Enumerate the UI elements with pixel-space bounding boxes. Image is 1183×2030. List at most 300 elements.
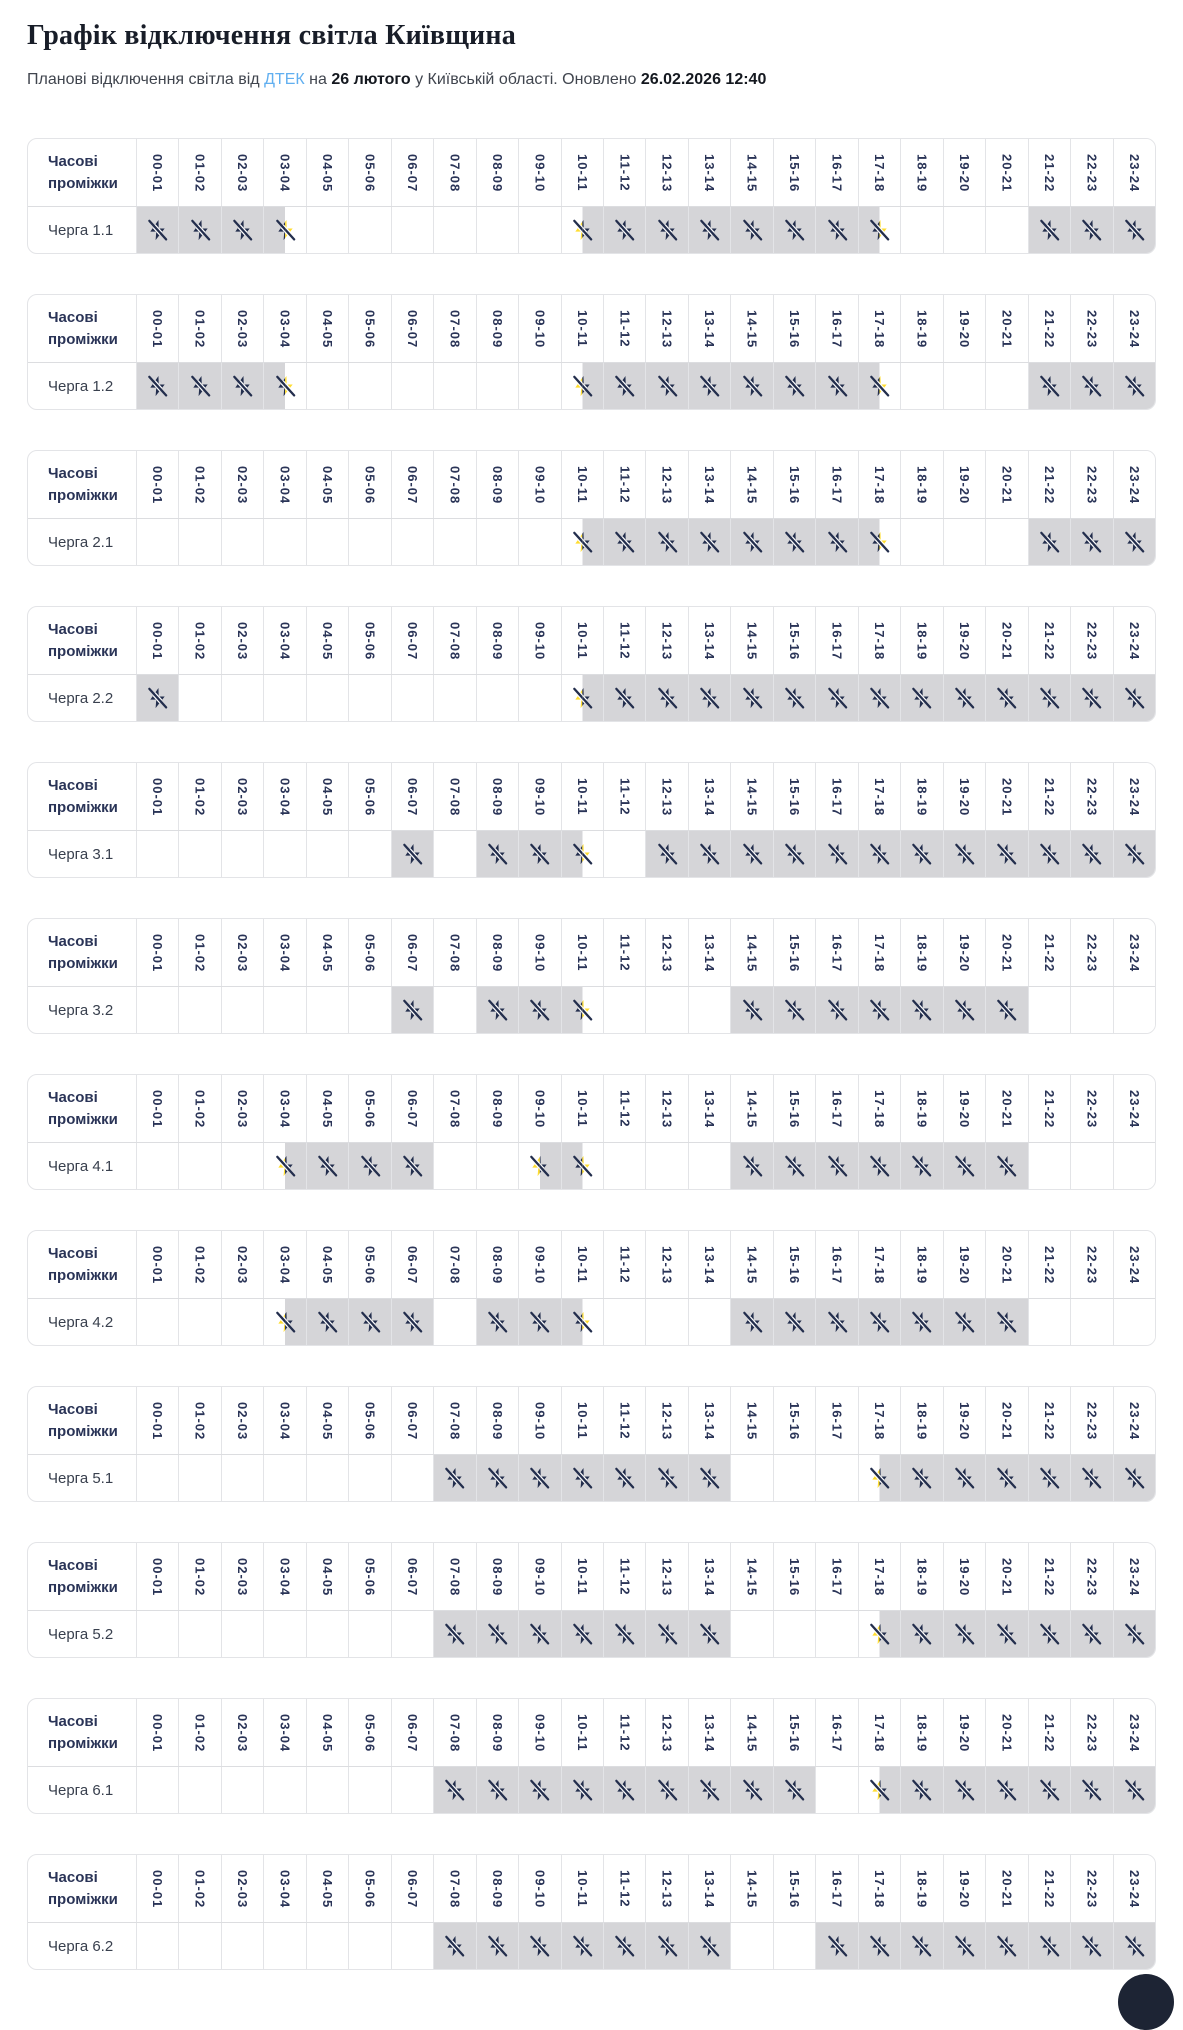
schedule-cell-power-off-full-hour — [1113, 831, 1155, 877]
time-slot-label: 23-24 — [1126, 1869, 1142, 1909]
time-slot-header — [943, 919, 985, 986]
time-slot-label: 11-12 — [617, 1090, 633, 1128]
queue-label: Черга 4.2 — [48, 1313, 114, 1331]
time-slot-header — [1070, 1231, 1112, 1298]
schedule-cell-power-on — [221, 1455, 263, 1501]
time-slot-label: 13-14 — [702, 153, 718, 193]
page-title: Графік відключення світла Київщина — [27, 20, 516, 51]
time-slot-label: 06-07 — [404, 1245, 420, 1285]
schedule-cell-power-on — [263, 831, 305, 877]
crossed-lightning-bolt-icon — [826, 1153, 849, 1179]
crossed-lightning-bolt-icon — [359, 1309, 382, 1335]
time-slot-label: 08-09 — [489, 1869, 505, 1909]
time-slot-label: 11-12 — [617, 310, 633, 348]
schedule-cell-power-off-full-hour — [1113, 1923, 1155, 1969]
crossed-lightning-bolt-icon — [783, 373, 806, 399]
time-slot-label: 10-11 — [574, 1090, 590, 1128]
queue-label: Черга 5.1 — [48, 1469, 114, 1487]
time-slot-header — [433, 1075, 475, 1142]
schedule-cell-power-off-until-half-hour — [561, 1143, 603, 1189]
time-slot-label: 09-10 — [532, 933, 548, 973]
time-slot-header — [263, 295, 305, 362]
crossed-lightning-bolt-icon — [613, 529, 636, 555]
crossed-lightning-bolt-icon — [401, 1153, 424, 1179]
time-slot-label: 08-09 — [489, 1245, 505, 1285]
schedule-cell-power-off-full-hour — [603, 1611, 645, 1657]
schedule-cell-power-on — [433, 987, 475, 1033]
time-slot-label: 12-13 — [659, 1869, 675, 1909]
time-slot-header — [858, 1699, 900, 1766]
time-slot-label: 03-04 — [277, 1089, 293, 1129]
schedule-cell-power-off-full-hour — [900, 675, 942, 721]
crossed-lightning-bolt-icon — [571, 1621, 594, 1647]
time-slot-label: 16-17 — [829, 1089, 845, 1129]
time-slot-label: 18-19 — [914, 777, 930, 817]
time-slot-label: 04-05 — [320, 1557, 336, 1597]
crossed-lightning-bolt-icon — [995, 1621, 1018, 1647]
time-slot-header — [178, 607, 220, 674]
time-slot-header — [943, 607, 985, 674]
queue-schedule-row — [28, 1454, 1155, 1501]
time-slot-header — [1113, 1543, 1155, 1610]
time-slot-label: 02-03 — [235, 1401, 251, 1441]
schedule-cell-power-on — [985, 363, 1027, 409]
time-slot-header — [858, 451, 900, 518]
schedule-cell-power-off-full-hour — [1028, 207, 1070, 253]
schedule-cell-power-on — [221, 1611, 263, 1657]
time-slot-label: 09-10 — [532, 309, 548, 349]
crossed-lightning-bolt-icon — [656, 1777, 679, 1803]
schedule-cell-power-off-full-hour — [1028, 1611, 1070, 1657]
crossed-lightning-bolt-icon — [528, 997, 551, 1023]
time-slot-header — [858, 1231, 900, 1298]
schedule-cell-power-off-full-hour — [815, 1299, 857, 1345]
schedule-cell-power-off-until-half-hour — [561, 831, 603, 877]
time-slot-label: 13-14 — [702, 465, 718, 505]
time-slot-header — [815, 139, 857, 206]
time-slot-header — [645, 1855, 687, 1922]
time-slot-label: 22-23 — [1084, 153, 1100, 193]
time-slot-label: 05-06 — [362, 933, 378, 973]
time-slot-header — [858, 139, 900, 206]
crossed-lightning-bolt-icon — [953, 1465, 976, 1491]
time-intervals-label: Часові проміжки — [48, 1869, 118, 1908]
time-slot-header — [773, 763, 815, 830]
crossed-lightning-bolt-icon — [868, 1621, 891, 1647]
time-slot-label: 20-21 — [999, 933, 1015, 973]
time-slot-header — [985, 451, 1027, 518]
time-slot-header — [221, 1543, 263, 1610]
time-slot-header — [518, 1855, 560, 1922]
time-slot-label: 16-17 — [829, 1713, 845, 1753]
schedule-cell-power-on — [178, 519, 220, 565]
crossed-lightning-bolt-icon — [528, 841, 551, 867]
time-slot-label: 15-16 — [787, 153, 803, 193]
time-slot-header — [943, 763, 985, 830]
time-slot-label: 08-09 — [489, 153, 505, 193]
crossed-lightning-bolt-icon — [571, 841, 594, 867]
time-slot-label: 02-03 — [235, 777, 251, 817]
crossed-lightning-bolt-icon — [656, 373, 679, 399]
crossed-lightning-bolt-icon — [656, 1465, 679, 1491]
time-slot-label: 16-17 — [829, 1557, 845, 1597]
queue-label: Черга 1.2 — [48, 377, 114, 395]
time-slot-label: 08-09 — [489, 1089, 505, 1129]
schedule-cell-power-off-full-hour — [900, 1455, 942, 1501]
time-slot-label: 08-09 — [489, 465, 505, 505]
crossed-lightning-bolt-icon — [826, 217, 849, 243]
time-slot-label: 12-13 — [659, 933, 675, 973]
time-slot-header — [561, 139, 603, 206]
time-slot-header — [815, 1075, 857, 1142]
time-slot-header — [433, 919, 475, 986]
time-slot-label: 21-22 — [1041, 465, 1057, 505]
schedule-cell-power-off-full-hour — [985, 1299, 1027, 1345]
crossed-lightning-bolt-icon — [995, 1777, 1018, 1803]
schedule-cell-power-on — [1113, 1143, 1155, 1189]
time-slot-label: 18-19 — [914, 1089, 930, 1129]
schedule-cell-power-off-full-hour — [1113, 1611, 1155, 1657]
schedule-cell-power-off-full-hour — [645, 675, 687, 721]
schedule-cell-power-on — [730, 1455, 772, 1501]
time-slot-header — [603, 1699, 645, 1766]
table-header-row — [28, 1699, 1155, 1766]
schedule-cell-power-on — [136, 1611, 178, 1657]
schedule-cell-power-on — [391, 1455, 433, 1501]
time-slot-header — [773, 1075, 815, 1142]
time-slot-header — [815, 295, 857, 362]
crossed-lightning-bolt-icon — [656, 841, 679, 867]
crossed-lightning-bolt-icon — [698, 685, 721, 711]
time-slot-header — [773, 1855, 815, 1922]
table-header-row — [28, 919, 1155, 986]
schedule-cell-power-on — [348, 675, 390, 721]
time-slot-header — [348, 763, 390, 830]
time-slot-label: 23-24 — [1126, 621, 1142, 661]
crossed-lightning-bolt-icon — [698, 529, 721, 555]
time-slot-label: 21-22 — [1041, 1713, 1057, 1753]
time-slot-label: 16-17 — [829, 777, 845, 817]
time-slot-label: 15-16 — [787, 1245, 803, 1285]
schedule-cell-power-off-full-hour — [985, 987, 1027, 1033]
time-slot-header — [306, 295, 348, 362]
crossed-lightning-bolt-icon — [826, 1309, 849, 1335]
time-slot-header — [561, 1855, 603, 1922]
time-slot-header — [136, 763, 178, 830]
time-slot-header — [221, 451, 263, 518]
schedule-cell-power-off-full-hour — [985, 1143, 1027, 1189]
schedule-cell-power-on — [476, 519, 518, 565]
schedule-cell-power-on — [603, 987, 645, 1033]
time-slot-label: 22-23 — [1084, 1401, 1100, 1441]
schedule-cell-power-on — [900, 519, 942, 565]
schedule-cell-power-off-full-hour — [518, 1455, 560, 1501]
time-slot-label: 02-03 — [235, 1245, 251, 1285]
dtek-link[interactable]: ДТЕК — [264, 71, 305, 88]
time-slot-header — [730, 919, 772, 986]
crossed-lightning-bolt-icon — [571, 685, 594, 711]
time-slot-header — [603, 1231, 645, 1298]
time-slot-header — [221, 607, 263, 674]
schedule-cell-power-on — [348, 1923, 390, 1969]
time-slot-header — [263, 451, 305, 518]
crossed-lightning-bolt-icon — [910, 1309, 933, 1335]
time-slot-header — [1113, 607, 1155, 674]
time-slot-header — [858, 919, 900, 986]
schedule-cell-power-on — [688, 987, 730, 1033]
schedule-cell-power-off-full-hour — [688, 519, 730, 565]
crossed-lightning-bolt-icon — [1123, 529, 1146, 555]
schedule-cell-power-on — [263, 1611, 305, 1657]
table-header-row — [28, 1075, 1155, 1142]
time-slot-label: 02-03 — [235, 621, 251, 661]
time-slot-header — [518, 763, 560, 830]
schedule-cell-power-on — [433, 1143, 475, 1189]
time-slot-header — [518, 295, 560, 362]
time-slot-header — [348, 919, 390, 986]
schedule-cell-power-on — [348, 831, 390, 877]
time-slot-header — [391, 919, 433, 986]
time-slot-label: 19-20 — [956, 465, 972, 505]
time-slot-header — [348, 1075, 390, 1142]
crossed-lightning-bolt-icon — [274, 217, 297, 243]
time-slot-header — [688, 1231, 730, 1298]
time-slot-label: 06-07 — [404, 465, 420, 505]
time-slot-label: 13-14 — [702, 309, 718, 349]
schedule-cell-power-on — [943, 519, 985, 565]
crossed-lightning-bolt-icon — [486, 1309, 509, 1335]
schedule-cell-power-off-full-hour — [476, 1299, 518, 1345]
time-slot-label: 02-03 — [235, 153, 251, 193]
schedule-cell-power-off-full-hour — [561, 1455, 603, 1501]
table-header-row — [28, 451, 1155, 518]
time-slot-header — [306, 1387, 348, 1454]
crossed-lightning-bolt-icon — [995, 841, 1018, 867]
schedule-cell-power-on — [263, 1455, 305, 1501]
crossed-lightning-bolt-icon — [656, 685, 679, 711]
crossed-lightning-bolt-icon — [274, 1153, 297, 1179]
schedule-cell-power-on — [518, 207, 560, 253]
schedule-cell-power-off-full-hour — [603, 519, 645, 565]
time-slot-label: 21-22 — [1041, 621, 1057, 661]
time-slot-header — [221, 1855, 263, 1922]
time-slot-header — [518, 607, 560, 674]
schedule-cell-power-on — [306, 1923, 348, 1969]
time-slot-header — [943, 451, 985, 518]
time-slot-header — [136, 139, 178, 206]
time-slot-header — [136, 1075, 178, 1142]
crossed-lightning-bolt-icon — [189, 373, 212, 399]
time-slot-header — [900, 763, 942, 830]
queue-label: Черга 4.1 — [48, 1157, 114, 1175]
time-slot-header — [518, 919, 560, 986]
time-slot-header — [1028, 1387, 1070, 1454]
schedule-cell-power-on — [1028, 987, 1070, 1033]
time-slot-label: 20-21 — [999, 465, 1015, 505]
schedule-cell-power-on — [1070, 987, 1112, 1033]
time-slot-label: 12-13 — [659, 309, 675, 349]
queue-label: Черга 3.1 — [48, 845, 114, 863]
time-slot-header — [900, 1699, 942, 1766]
time-slot-label: 06-07 — [404, 1557, 420, 1597]
time-slot-header — [433, 1855, 475, 1922]
time-slot-header — [561, 1231, 603, 1298]
time-slot-label: 13-14 — [702, 777, 718, 817]
schedule-cell-power-on — [306, 519, 348, 565]
schedule-cell-power-off-full-hour — [943, 1767, 985, 1813]
time-slot-label: 20-21 — [999, 1713, 1015, 1753]
time-slot-label: 17-18 — [872, 1557, 887, 1597]
schedule-cell-power-off-full-hour — [136, 207, 178, 253]
schedule-cell-power-off-full-hour — [603, 207, 645, 253]
time-slot-label: 10-11 — [574, 1246, 590, 1284]
schedule-cell-power-off-full-hour — [773, 831, 815, 877]
schedule-cell-power-off-full-hour — [1070, 207, 1112, 253]
schedule-cell-power-off-full-hour — [943, 1923, 985, 1969]
schedule-cell-power-off-full-hour — [730, 363, 772, 409]
schedule-cell-power-on — [306, 363, 348, 409]
schedule-cell-power-off-full-hour — [858, 675, 900, 721]
time-slot-label: 03-04 — [277, 465, 293, 505]
crossed-lightning-bolt-icon — [1123, 373, 1146, 399]
time-slot-label: 08-09 — [489, 1557, 505, 1597]
crossed-lightning-bolt-icon — [528, 1777, 551, 1803]
queue-label: Черга 2.1 — [48, 533, 114, 551]
time-slot-header — [306, 139, 348, 206]
time-slot-label: 04-05 — [320, 933, 336, 973]
schedule-cell-power-off-full-hour — [985, 1767, 1027, 1813]
schedule-cell-power-on — [518, 519, 560, 565]
time-slot-header — [178, 1075, 220, 1142]
time-slot-label: 16-17 — [829, 1245, 845, 1285]
schedule-cell-power-off-full-hour — [815, 519, 857, 565]
time-slot-header — [1113, 139, 1155, 206]
crossed-lightning-bolt-icon — [953, 1309, 976, 1335]
crossed-lightning-bolt-icon — [613, 685, 636, 711]
time-slot-header — [688, 451, 730, 518]
schedule-cell-power-on — [943, 363, 985, 409]
crossed-lightning-bolt-icon — [146, 217, 169, 243]
schedule-cell-power-off-full-hour — [518, 1611, 560, 1657]
time-slot-label: 21-22 — [1041, 1245, 1057, 1285]
schedule-cell-power-off-full-hour — [858, 987, 900, 1033]
schedule-cell-power-off-full-hour — [1113, 1455, 1155, 1501]
schedule-cell-power-off-full-hour — [645, 363, 687, 409]
crossed-lightning-bolt-icon — [1123, 841, 1146, 867]
outage-table — [27, 450, 1156, 566]
time-slot-label: 11-12 — [617, 622, 633, 660]
time-slot-header — [178, 763, 220, 830]
crossed-lightning-bolt-icon — [486, 997, 509, 1023]
time-slot-label: 08-09 — [489, 933, 505, 973]
schedule-cell-power-off-full-hour — [603, 1455, 645, 1501]
time-slot-label: 06-07 — [404, 777, 420, 817]
time-slot-label: 19-20 — [956, 1089, 972, 1129]
schedule-cell-power-on — [433, 831, 475, 877]
schedule-cell-power-off-until-half-hour — [263, 363, 305, 409]
schedule-cell-power-off-full-hour — [476, 1923, 518, 1969]
crossed-lightning-bolt-icon — [868, 1309, 891, 1335]
time-slot-header — [518, 451, 560, 518]
crossed-lightning-bolt-icon — [231, 373, 254, 399]
schedule-cell-power-off-full-hour — [476, 1455, 518, 1501]
time-slot-label: 09-10 — [532, 621, 548, 661]
crossed-lightning-bolt-icon — [868, 1933, 891, 1959]
time-slot-label: 15-16 — [787, 309, 803, 349]
schedule-cell-power-on — [136, 1299, 178, 1345]
time-slot-header — [178, 1855, 220, 1922]
time-slot-header — [645, 1387, 687, 1454]
schedule-cell-power-on — [1070, 1143, 1112, 1189]
time-slot-header — [391, 1075, 433, 1142]
crossed-lightning-bolt-icon — [910, 685, 933, 711]
time-slot-header — [476, 919, 518, 986]
schedule-cell-power-off-full-hour — [433, 1923, 475, 1969]
crossed-lightning-bolt-icon — [1080, 685, 1103, 711]
schedule-cell-power-off-from-half-hour — [263, 1299, 305, 1345]
time-slot-header — [730, 1543, 772, 1610]
time-slot-label: 01-02 — [192, 1557, 208, 1597]
time-slot-label: 19-20 — [956, 1401, 972, 1441]
time-slot-label: 20-21 — [999, 777, 1015, 817]
time-slot-header — [221, 1387, 263, 1454]
crossed-lightning-bolt-icon — [741, 1153, 764, 1179]
crossed-lightning-bolt-icon — [1080, 217, 1103, 243]
time-slot-label: 18-19 — [914, 465, 930, 505]
crossed-lightning-bolt-icon — [826, 685, 849, 711]
schedule-cell-power-on — [815, 1767, 857, 1813]
time-slot-label: 03-04 — [277, 153, 293, 193]
schedule-cell-power-off-full-hour — [518, 831, 560, 877]
crossed-lightning-bolt-icon — [1123, 1777, 1146, 1803]
crossed-lightning-bolt-icon — [1123, 1933, 1146, 1959]
floating-action-button[interactable] — [1118, 1974, 1174, 2030]
time-slot-header — [136, 919, 178, 986]
crossed-lightning-bolt-icon — [1123, 1465, 1146, 1491]
schedule-cell-power-on — [348, 1767, 390, 1813]
time-slot-label: 00-01 — [150, 1557, 166, 1597]
time-slot-label: 15-16 — [787, 1869, 803, 1909]
schedule-cell-power-on — [348, 363, 390, 409]
time-slot-label: 14-15 — [744, 1557, 760, 1597]
time-slot-header — [136, 1543, 178, 1610]
schedule-cell-power-on — [518, 363, 560, 409]
schedule-cell-power-off-full-hour — [645, 1923, 687, 1969]
time-slot-label: 15-16 — [787, 933, 803, 973]
time-slot-header — [433, 1387, 475, 1454]
schedule-cell-power-off-full-hour — [730, 987, 772, 1033]
time-slot-label: 18-19 — [914, 1557, 930, 1597]
outage-table — [27, 294, 1156, 410]
schedule-cell-power-on — [263, 1767, 305, 1813]
time-slot-header — [645, 451, 687, 518]
time-slot-label: 17-18 — [872, 1089, 887, 1129]
time-slot-header — [730, 451, 772, 518]
time-slot-label: 16-17 — [829, 153, 845, 193]
crossed-lightning-bolt-icon — [868, 373, 891, 399]
schedule-cell-power-on — [221, 519, 263, 565]
time-slot-label: 01-02 — [192, 309, 208, 349]
schedule-cell-power-off-until-half-hour — [561, 987, 603, 1033]
time-slot-label: 19-20 — [956, 621, 972, 661]
crossed-lightning-bolt-icon — [868, 1153, 891, 1179]
crossed-lightning-bolt-icon — [1038, 1933, 1061, 1959]
schedule-cell-power-on — [178, 1143, 220, 1189]
crossed-lightning-bolt-icon — [953, 841, 976, 867]
time-slot-header — [476, 451, 518, 518]
time-slot-header — [263, 139, 305, 206]
crossed-lightning-bolt-icon — [443, 1777, 466, 1803]
